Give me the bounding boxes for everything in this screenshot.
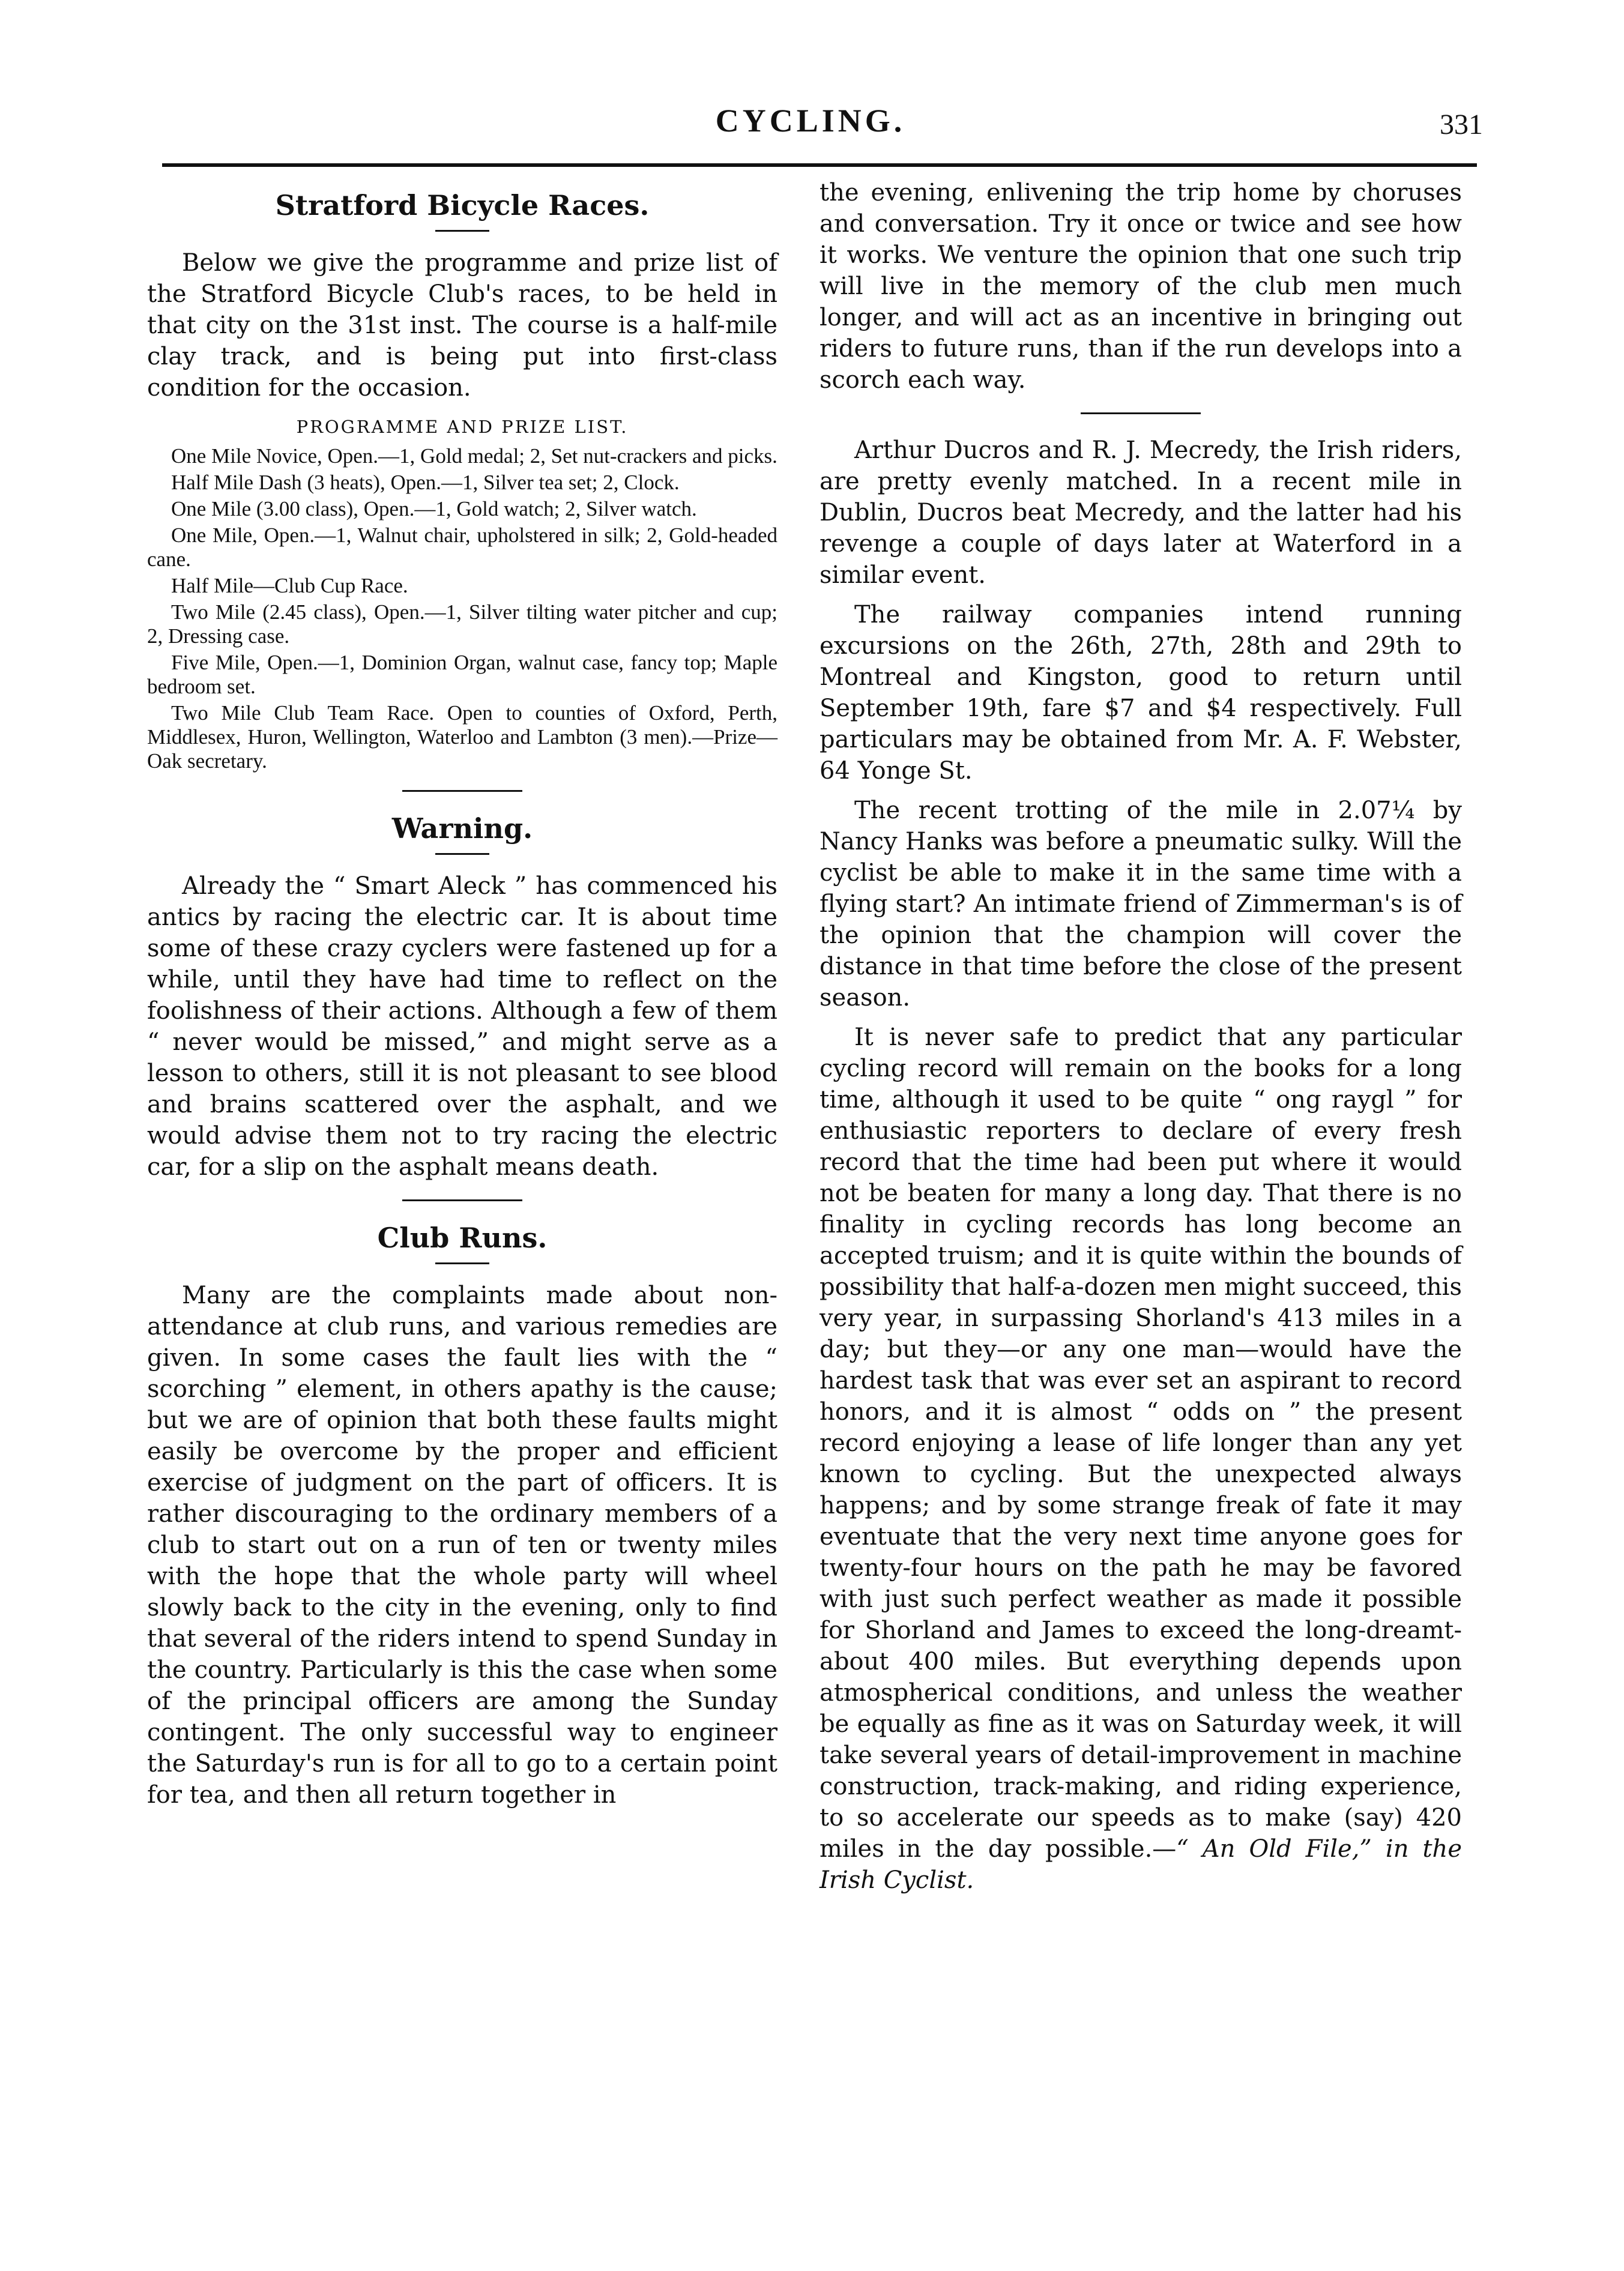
title-divider	[435, 230, 489, 232]
news-paragraph-railway: The railway companies intend running excursions on the 26th, 27th, 28th and 29th to Montreal and Kingston, good to return until September 19th, fare $7 and $4 respectively. Full particulars may be obtained from Mr. A. F. Webster, 64 Yonge St.	[820, 601, 1462, 785]
section-title-club-runs: Club Runs.	[377, 1222, 548, 1254]
section-divider	[402, 1199, 522, 1201]
programme-item: Half Mile—Club Cup Race.	[171, 574, 408, 597]
records-text: It is never safe to predict that any particular cycling record will remain on the books for a long time, although it used to be quite “ ong raygl ” for enthusiastic reporters to declare of every fresh record that the time had been put where it would not be beaten for many a long day. That there is no finality in cycling records has long become an accepted truism; and it is quite within the bounds of possibility that half-a-dozen men might succeed, this very year, in surpassing Shorland's 413 miles in a day; but they—or any one man—would have the hardest task that was ever set an aspirant to record honors, and it is almost “ odds on ” the present record enjoying a lease of life longer than any yet known to cycling. But the unexpected always happens; and by some strange freak of fate it may eventuate that the very next time anyone goes for twenty-four hours on the path he may be favored with just such perfect weather as made it possible for Shorland and James to exceed the long-dreamt-about 400 miles. But everything depends upon atmospherical conditions, and unless the weather be equally as fine as it was on Saturday week, it will take several years of detail-improvement in machine construction, track-making, and riding experience, to so accelerate our speeds as to make (say) 420 miles in the day possible.—	[820, 1024, 1462, 1863]
programme-item: One Mile, Open.—1, Walnut chair, upholstered in silk; 2, Gold-headed cane.	[147, 523, 777, 571]
news-paragraph-nancy-hanks: The recent trotting of the mile in 2.07¼ by Nancy Hanks was before a pneumatic sulky. Will the cyclist be able to make it in the same time with a flying start? An intimate friend of Zimmerman's is of the opinion that the champion will cover the distance in that time before the close of the present season.	[820, 797, 1462, 1012]
programme-item: Five Mile, Open.—1, Dominion Organ, walnut case, fancy top; Maple bedroom set.	[147, 651, 777, 698]
stratford-intro-paragraph: Below we give the programme and prize list of the Stratford Bicycle Club's races, to be held in that city on the 31st inst. The course is a half-mile clay track, and is being put into first-class condition for the occasion.	[147, 249, 777, 402]
section-title-warning: Warning.	[391, 812, 533, 845]
programme-item: Two Mile (2.45 class), Open.—1, Silver tilting water pitcher and cup; 2, Dressing case.	[147, 600, 777, 648]
section-divider	[1081, 412, 1201, 414]
header-rule	[162, 163, 1477, 167]
left-column	[147, 177, 777, 1819]
programme-item: Half Mile Dash (3 heats), Open.—1, Silver tea set; 2, Clock.	[171, 471, 680, 494]
programme-item: Two Mile Club Team Race. Open to counties of Oxford, Perth, Middlesex, Huron, Wellington, Waterloo and Lambton (3 men).—Prize—Oak secretary.	[147, 701, 777, 773]
news-paragraph-ducros: Arthur Ducros and R. J. Mecredy, the Irish riders, are pretty evenly matched. In a recent mile in Dublin, Ducros beat Mecredy, and the latter had his revenge a couple of days later at Waterford in a similar event.	[820, 436, 1462, 589]
programme-item: One Mile Novice, Open.—1, Gold medal; 2, Set nut-crackers and picks.	[171, 444, 777, 468]
title-divider	[435, 1262, 489, 1264]
page-number: 331	[1440, 109, 1483, 140]
warning-paragraph: Already the “ Smart Aleck ” has commenced his antics by racing the electric car. It is about time some of these crazy cyclers were fastened up for a while, until they have had time to reflect on the foolishness of their actions. Although a few of them “ never would be missed,” and might serve as a lesson to others, still it is not pleasant to see blood and brains scattered over the asphalt, and we would advise them not to try racing the electric car, for a slip on the asphalt means death.	[147, 872, 777, 1181]
section-divider	[402, 790, 522, 792]
page-header-title: CYCLING.	[715, 103, 906, 139]
club-runs-continuation: the evening, enlivening the trip home by choruses and conversation. Try it once or twice and see how it works. We venture the opinion that one such trip will live in the memory of the club men much longer, and will act as an incentive in bringing out riders to future runs, than if the run develops into a scorch each way.	[820, 179, 1462, 394]
source-attribution: “ An Old File,” in the Irish Cyclist.	[820, 1835, 1462, 1894]
club-runs-paragraph: Many are the complaints made about non-attendance at club runs, and various remedies are given. In some cases the fault lies with the “ scorching ” element, in others apathy is the cause; but we are of opinion that both these faults might easily be overcome by the proper and efficient exercise of judgment on the part of officers. It is rather discouraging to the ordinary members of a club to start out on a run of ten or twenty miles with the hope that the whole party will wheel slowly back to the city in the evening, only to find that several of the riders intend to spend Sunday in the country. Particularly is this the case when some of the principal officers are among the Sunday contingent. The only successful way to engineer the Saturday's run is for all to go to a certain point for tea, and then all return together in	[147, 1282, 777, 1809]
programme-heading: PROGRAMME AND PRIZE LIST.	[296, 417, 629, 437]
right-column	[820, 177, 1462, 1904]
programme-item: One Mile (3.00 class), Open.—1, Gold watch; 2, Silver watch.	[171, 497, 697, 520]
news-paragraph-records	[820, 1022, 1462, 1896]
title-divider	[435, 853, 489, 855]
section-title-stratford: Stratford Bicycle Races.	[275, 189, 650, 222]
